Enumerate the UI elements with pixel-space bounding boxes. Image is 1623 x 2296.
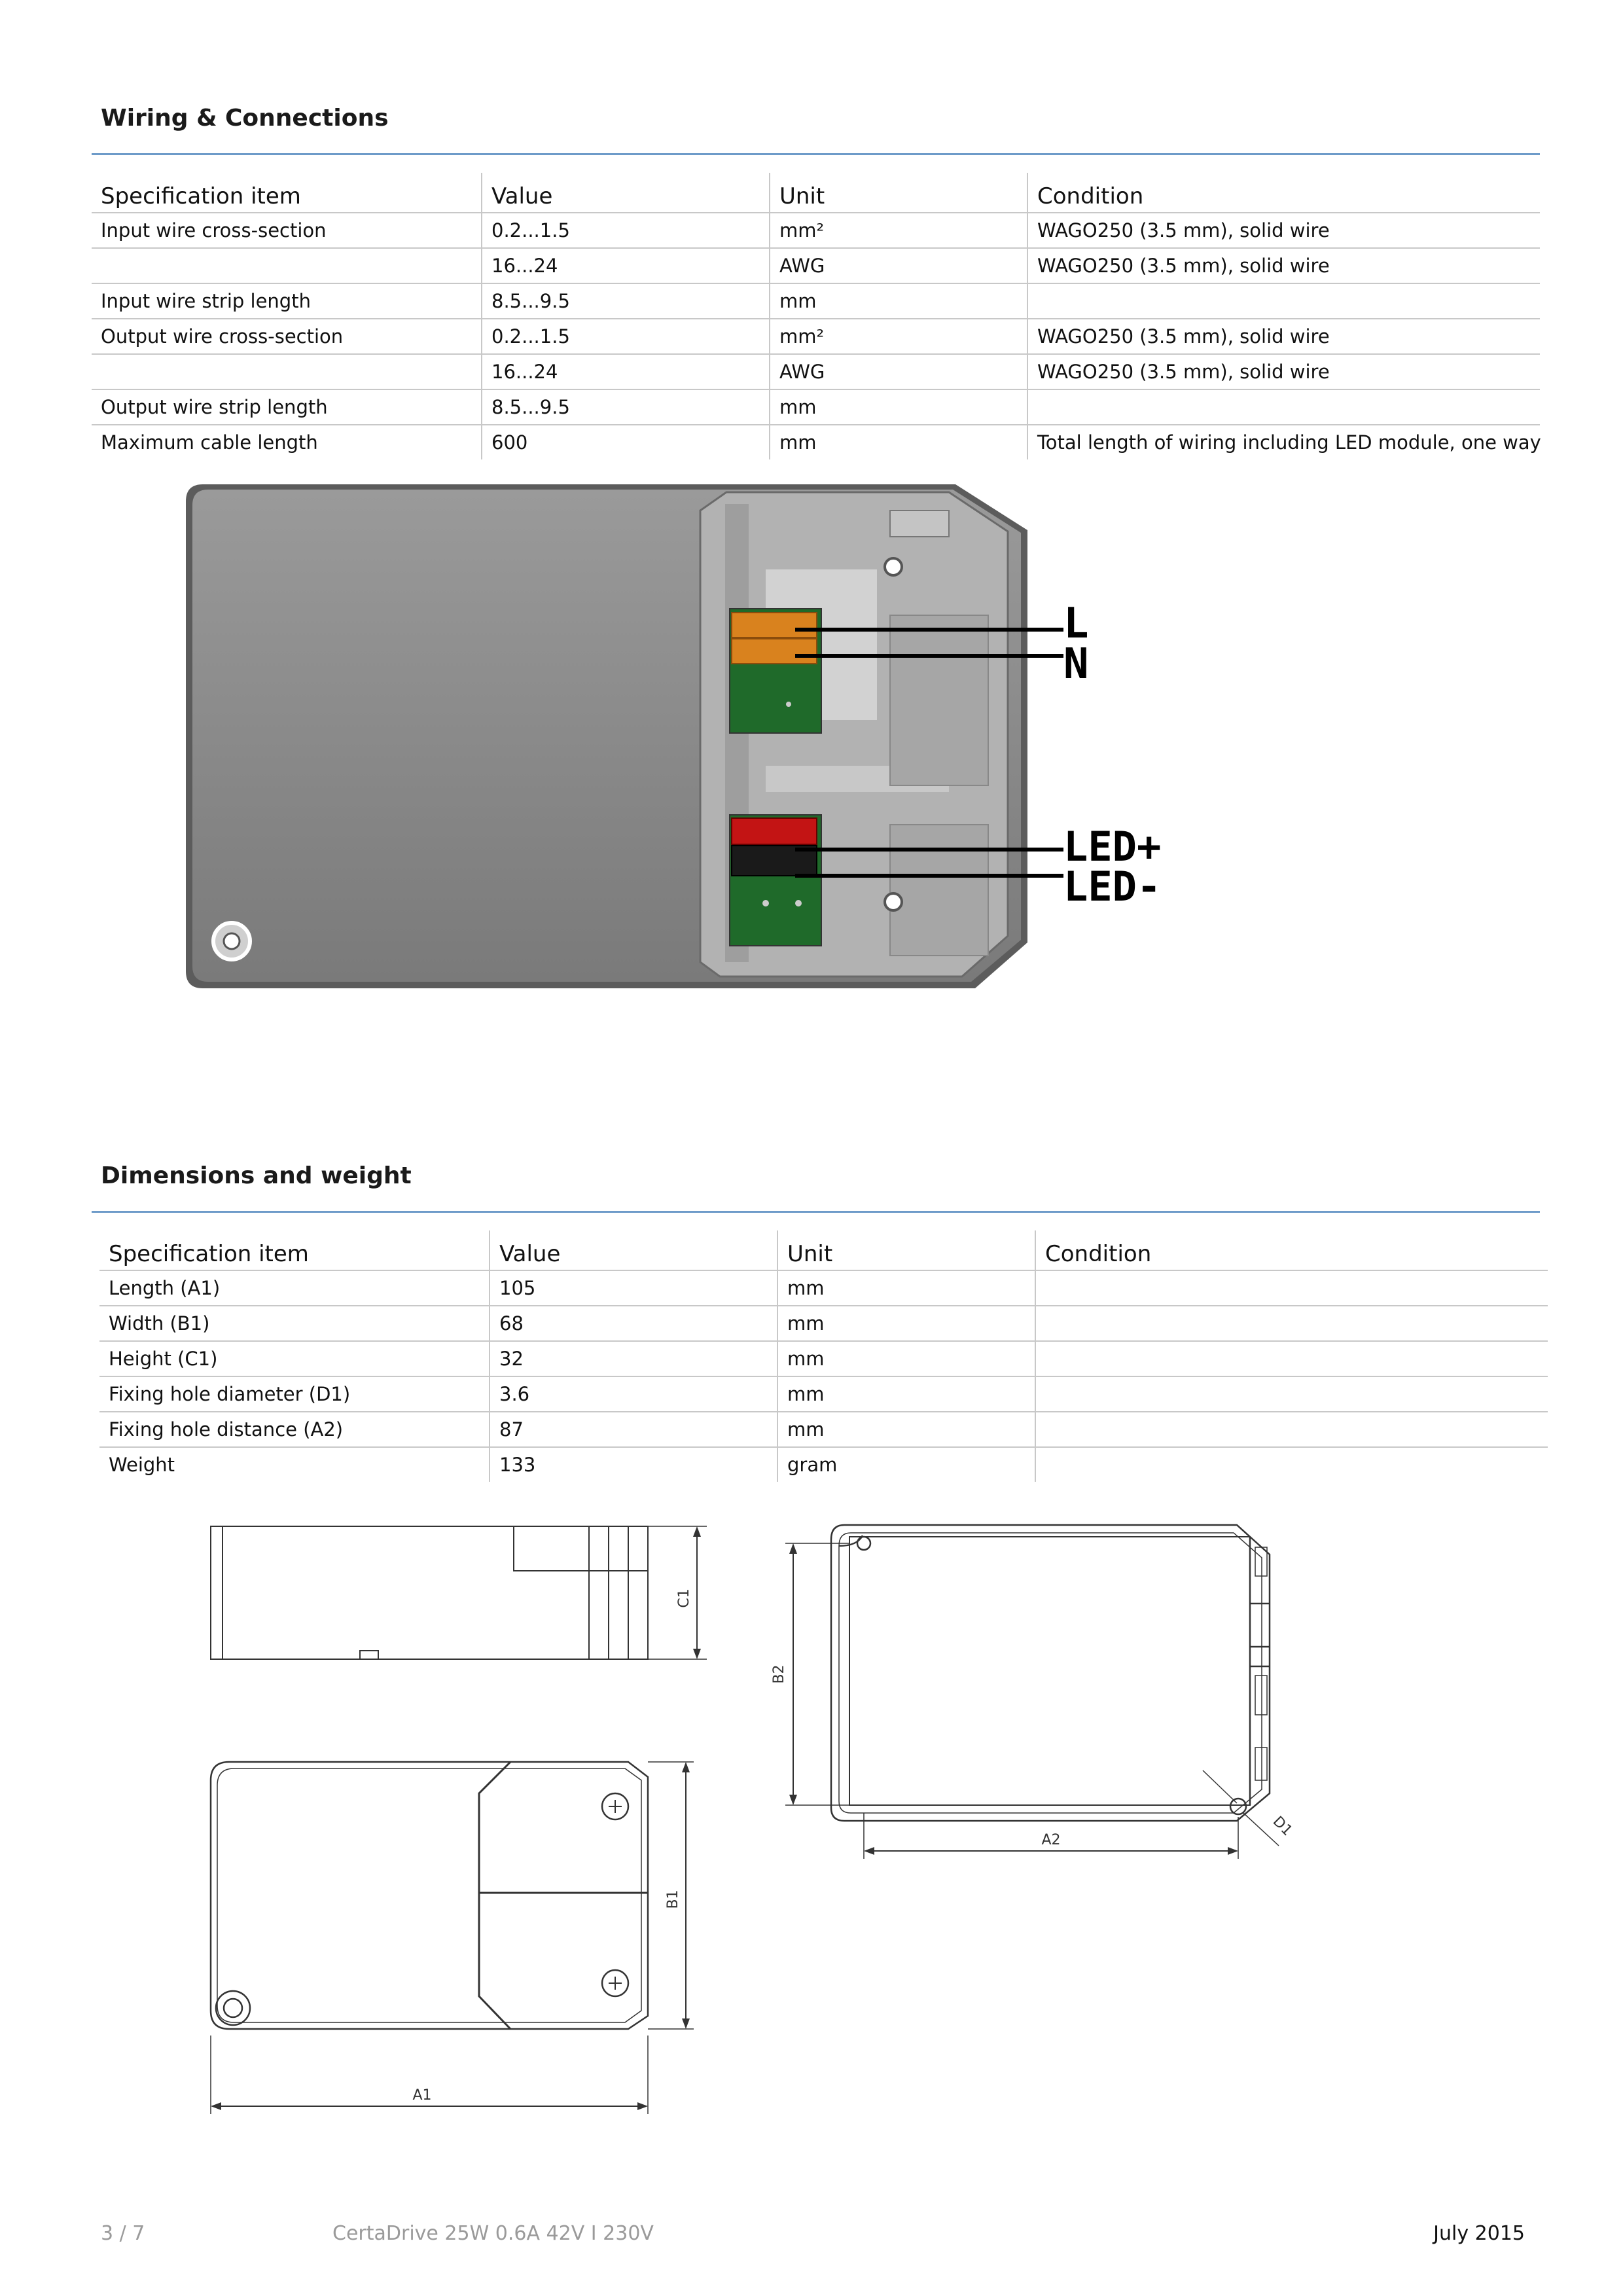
column-header: Specification item bbox=[92, 173, 482, 213]
column-header: Value bbox=[490, 1230, 777, 1270]
table-cell: mm bbox=[777, 1270, 1035, 1306]
table-cell: 8.5...9.5 bbox=[482, 283, 770, 319]
table-cell: 133 bbox=[490, 1447, 777, 1482]
table-cell: WAGO250 (3.5 mm), solid wire bbox=[1027, 213, 1540, 248]
table-cell: Weight bbox=[109, 1454, 175, 1476]
label-led-plus: LED+ bbox=[1063, 823, 1162, 870]
column-header: Value bbox=[482, 173, 770, 213]
table-cell: 0.2...1.5 bbox=[482, 213, 770, 248]
table-cell: mm bbox=[777, 1306, 1035, 1341]
table-cell: Total length of wiring including LED module, one way bbox=[1027, 425, 1540, 459]
table-cell: AWG bbox=[770, 248, 1027, 283]
footer-product-name: CertaDrive 25W 0.6A 42V I 230V bbox=[332, 2222, 654, 2245]
table-row bbox=[99, 1270, 1548, 1306]
table-row bbox=[99, 1306, 1548, 1341]
table-cell: mm² bbox=[770, 319, 1027, 354]
table-cell: 600 bbox=[482, 425, 770, 459]
table-cell: Fixing hole diameter (D1) bbox=[99, 1376, 490, 1412]
label-led-minus: LED- bbox=[1063, 863, 1162, 910]
table-cell: mm bbox=[770, 425, 1027, 459]
footer-date: July 2015 bbox=[1433, 2222, 1525, 2245]
wiring-section-rule bbox=[92, 153, 1540, 155]
table-cell: Input wire cross-section bbox=[92, 213, 482, 248]
dim-label-c1: C1 bbox=[676, 1588, 692, 1608]
column-header: Condition bbox=[1035, 1230, 1548, 1270]
table-cell bbox=[1027, 389, 1540, 425]
table-cell: mm bbox=[777, 1376, 1035, 1412]
table-cell: 16...24 bbox=[482, 354, 770, 389]
bottom-view-drawing bbox=[766, 1505, 1322, 1872]
table-row bbox=[92, 389, 1540, 425]
wiring-spec-table bbox=[92, 173, 1540, 459]
terminal-l bbox=[732, 613, 817, 637]
table-cell: 3.6 bbox=[490, 1376, 777, 1412]
table-cell: 16...24 bbox=[482, 248, 770, 283]
terminal-led-plus bbox=[732, 818, 817, 844]
table-row bbox=[99, 1447, 1548, 1482]
table-cell: mm bbox=[777, 1412, 1035, 1447]
column-header: Unit bbox=[777, 1230, 1035, 1270]
table-cell: 0.2...1.5 bbox=[482, 319, 770, 354]
dim-label-a1: A1 bbox=[412, 2087, 432, 2104]
table-cell: WAGO250 (3.5 mm), solid wire bbox=[1027, 248, 1540, 283]
label-n: N bbox=[1063, 640, 1089, 689]
table-row bbox=[99, 1412, 1548, 1447]
table-cell bbox=[1035, 1447, 1548, 1482]
table-row bbox=[92, 248, 1540, 283]
table-cell bbox=[92, 354, 482, 389]
side-view-drawing bbox=[196, 1512, 720, 1682]
dimensions-section-rule bbox=[92, 1211, 1540, 1213]
table-cell: Output wire strip length bbox=[92, 389, 482, 425]
table-cell bbox=[92, 248, 482, 283]
table-cell: 87 bbox=[490, 1412, 777, 1447]
dim-label-a2: A2 bbox=[1041, 1832, 1061, 1848]
table-cell: AWG bbox=[770, 354, 1027, 389]
table-row bbox=[92, 354, 1540, 389]
table-cell: WAGO250 (3.5 mm), solid wire bbox=[1027, 354, 1540, 389]
table-cell: Fixing hole distance (A2) bbox=[99, 1412, 490, 1447]
table-cell: Input wire strip length bbox=[92, 283, 482, 319]
table-row bbox=[92, 213, 1540, 248]
table-row bbox=[99, 1341, 1548, 1376]
table-header-row bbox=[92, 173, 1540, 213]
table-cell: 105 bbox=[490, 1270, 777, 1306]
wiring-section-title: Wiring & Connections bbox=[101, 105, 389, 132]
column-header: Condition bbox=[1027, 173, 1540, 213]
table-cell: 68 bbox=[490, 1306, 777, 1341]
table-row bbox=[92, 319, 1540, 354]
terminal-n bbox=[732, 639, 817, 664]
driver-wiring-photo bbox=[177, 484, 1198, 995]
table-cell: Length (A1) bbox=[99, 1270, 490, 1306]
label-l: L bbox=[1063, 600, 1089, 648]
table-cell: 32 bbox=[490, 1341, 777, 1376]
dim-label-d1: D1 bbox=[1269, 1813, 1296, 1840]
top-view-drawing bbox=[196, 1748, 720, 2134]
table-cell: Output wire cross-section bbox=[92, 319, 482, 354]
table-cell: Width (B1) bbox=[99, 1306, 490, 1341]
dim-label-b2: B2 bbox=[771, 1664, 787, 1684]
table-cell bbox=[1027, 283, 1540, 319]
column-header: Unit bbox=[770, 173, 1027, 213]
table-cell: mm bbox=[770, 389, 1027, 425]
table-cell bbox=[1035, 1341, 1548, 1376]
table-cell: Maximum cable length bbox=[101, 431, 318, 454]
table-cell: mm bbox=[777, 1341, 1035, 1376]
dimensions-spec-table bbox=[99, 1230, 1548, 1482]
table-cell: Height (C1) bbox=[99, 1341, 490, 1376]
column-header: Specification item bbox=[99, 1230, 490, 1270]
dim-label-b1: B1 bbox=[665, 1890, 681, 1909]
table-cell bbox=[1035, 1270, 1548, 1306]
table-cell bbox=[1035, 1412, 1548, 1447]
table-cell: mm² bbox=[770, 213, 1027, 248]
table-cell: 8.5...9.5 bbox=[482, 389, 770, 425]
table-cell: gram bbox=[777, 1447, 1035, 1482]
table-row bbox=[99, 1376, 1548, 1412]
table-header-row bbox=[99, 1230, 1548, 1270]
table-cell: WAGO250 (3.5 mm), solid wire bbox=[1027, 319, 1540, 354]
table-cell bbox=[1035, 1376, 1548, 1412]
table-row bbox=[92, 283, 1540, 319]
footer-page-number: 3 / 7 bbox=[101, 2222, 145, 2245]
table-cell: mm bbox=[770, 283, 1027, 319]
table-cell bbox=[1035, 1306, 1548, 1341]
dimensions-section-title: Dimensions and weight bbox=[101, 1162, 412, 1189]
table-row bbox=[92, 425, 1540, 459]
